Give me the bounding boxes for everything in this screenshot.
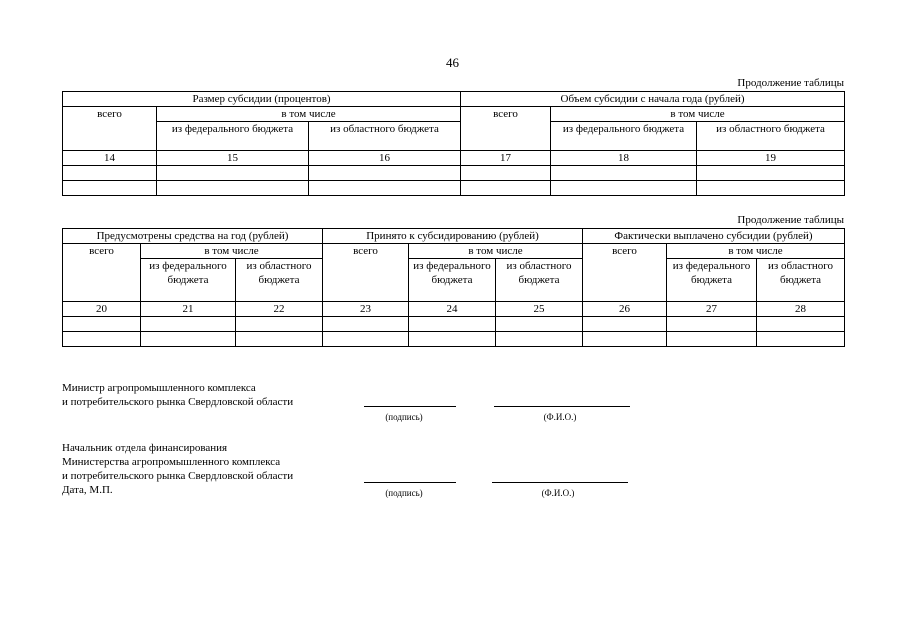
- header-total: всего: [583, 244, 667, 302]
- header-federal: из федерального бюджета: [667, 259, 757, 302]
- header-subsidy-volume: Объем субсидии с начала года (рублей): [461, 92, 845, 107]
- empty-cell: [323, 332, 409, 347]
- header-regional: из областного бюджета: [236, 259, 323, 302]
- header-paid: Фактически выплачено субсидии (рублей): [583, 229, 845, 244]
- column-number: 24: [409, 302, 496, 317]
- empty-cell: [551, 166, 697, 181]
- name-caption: (Ф.И.О.): [541, 488, 575, 498]
- minister-signature-block: [62, 381, 293, 409]
- empty-cell: [409, 317, 496, 332]
- empty-cell: [236, 332, 323, 347]
- header-including: в том числе: [409, 244, 583, 259]
- column-number-row: [63, 302, 845, 317]
- empty-cell: [697, 181, 845, 196]
- header-regional: из областного бюджета: [757, 259, 845, 302]
- signature-line: [364, 482, 456, 483]
- header-total: всего: [323, 244, 409, 302]
- header-regional: из областного бюджета: [697, 122, 845, 151]
- header-including: в том числе: [141, 244, 323, 259]
- header-including: в том числе: [157, 107, 461, 122]
- column-number: 27: [667, 302, 757, 317]
- empty-cell: [496, 332, 583, 347]
- signature-caption: (подпись): [385, 412, 423, 422]
- header-including: в том числе: [667, 244, 845, 259]
- table1-continuation-label: Продолжение таблицы: [737, 77, 844, 89]
- empty-cell: [667, 332, 757, 347]
- head-title-line2: Министерства агропромышленного комплекса: [62, 456, 281, 468]
- empty-cell: [63, 166, 157, 181]
- signature-caption: (подпись): [385, 488, 423, 498]
- empty-cell: [141, 332, 236, 347]
- column-number: 19: [697, 151, 845, 166]
- date-stamp-label: Дата, М.П.: [62, 484, 113, 496]
- column-number: 21: [141, 302, 236, 317]
- minister-title-line1: Министр агропромышленного комплекса: [62, 382, 256, 394]
- column-number: 15: [157, 151, 309, 166]
- table2-continuation-label: Продолжение таблицы: [737, 214, 844, 226]
- head-title-line3: и потребительского рынка Свердловской области: [62, 470, 294, 482]
- column-number: 18: [551, 151, 697, 166]
- empty-cell: [157, 166, 309, 181]
- header-total: всего: [63, 244, 141, 302]
- empty-cell: [309, 166, 461, 181]
- empty-row: [63, 181, 845, 196]
- column-number: 22: [236, 302, 323, 317]
- column-number: 16: [309, 151, 461, 166]
- empty-cell: [323, 317, 409, 332]
- empty-cell: [583, 317, 667, 332]
- header-funds-year: Предусмотрены средства на год (рублей): [63, 229, 323, 244]
- empty-cell: [309, 181, 461, 196]
- subsidy-size-table: [62, 91, 845, 196]
- header-subsidy-size: Размер субсидии (процентов): [63, 92, 461, 107]
- column-number: 20: [63, 302, 141, 317]
- empty-cell: [461, 166, 551, 181]
- page-number: 46: [446, 55, 459, 70]
- column-number: 14: [63, 151, 157, 166]
- empty-cell: [63, 317, 141, 332]
- head-signature-block: [62, 441, 293, 497]
- empty-cell: [583, 332, 667, 347]
- empty-row: [63, 166, 845, 181]
- header-federal: из федерального бюджета: [551, 122, 697, 151]
- empty-cell: [757, 317, 845, 332]
- header-including: в том числе: [551, 107, 845, 122]
- column-number: 25: [496, 302, 583, 317]
- header-total: всего: [63, 107, 157, 151]
- name-line: [494, 406, 630, 407]
- column-number: 26: [583, 302, 667, 317]
- column-number: 17: [461, 151, 551, 166]
- empty-cell: [757, 332, 845, 347]
- empty-cell: [157, 181, 309, 196]
- column-number: 28: [757, 302, 845, 317]
- empty-cell: [63, 181, 157, 196]
- empty-cell: [667, 317, 757, 332]
- header-federal: из федерального бюджета: [141, 259, 236, 302]
- name-line: [492, 482, 628, 483]
- header-federal: из федерального бюджета: [409, 259, 496, 302]
- empty-cell: [551, 181, 697, 196]
- column-number: 23: [323, 302, 409, 317]
- empty-cell: [141, 317, 236, 332]
- empty-row: [63, 317, 845, 332]
- empty-cell: [697, 166, 845, 181]
- empty-cell: [409, 332, 496, 347]
- empty-cell: [236, 317, 323, 332]
- empty-cell: [63, 332, 141, 347]
- funds-table: [62, 228, 845, 347]
- head-title-line1: Начальник отдела финансирования: [62, 442, 228, 454]
- header-total: всего: [461, 107, 551, 151]
- header-federal: из федерального бюджета: [157, 122, 309, 151]
- header-regional: из областного бюджета: [496, 259, 583, 302]
- name-caption: (Ф.И.О.): [543, 412, 577, 422]
- empty-cell: [461, 181, 551, 196]
- empty-row: [63, 332, 845, 347]
- empty-cell: [496, 317, 583, 332]
- header-regional: из областного бюджета: [309, 122, 461, 151]
- column-number-row: [63, 151, 845, 166]
- header-accepted: Принято к субсидированию (рублей): [323, 229, 583, 244]
- signature-line: [364, 406, 456, 407]
- minister-title-line2: и потребительского рынка Свердловской области: [62, 396, 294, 408]
